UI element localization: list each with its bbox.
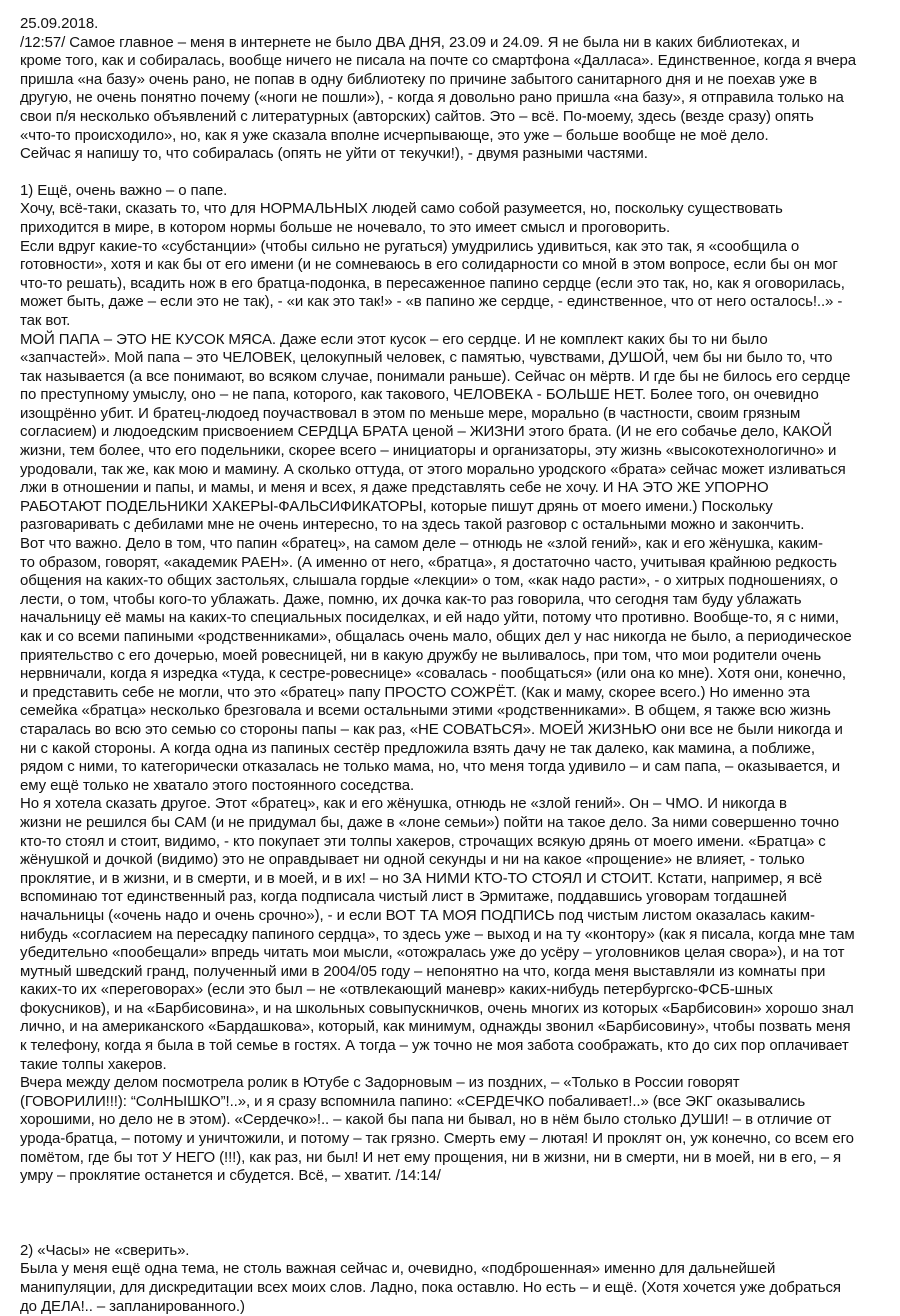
text-line: 1) Ещё, очень важно – о папе.	[20, 181, 228, 199]
text-line: Была у меня ещё одна тема, не столь важная сейчас и, очевидно, «подброшенная» именно для дальнейшей	[20, 1260, 776, 1278]
text-line: фокусников), и на «Барбисовина», и на школьных совыпускничков, очень многих из которых «Барбисовин» хорошо знал	[20, 999, 854, 1017]
text-line: Вчера между делом посмотрела ролик в Ютубе с Задорновым – из поздних, – «Только в России говорят	[20, 1074, 740, 1092]
text-line: жизни, тем более, что его подельники, скорее всего – инициаторы и организаторы, эту жизнь «высокотехнологично» и	[20, 442, 837, 460]
text-line: что-то решать), всадить нож в его братца-подонка, в пересаженное папино сердце (если это так, но, как я оговорилась,	[20, 274, 845, 292]
text-line: РАБОТАЮТ ПОДЕЛЬНИКИ ХАКЕРЫ-ФАЛЬСИФИКАТОРЫ, которые пишут дрянь от моего имени.) Поскольку	[20, 497, 773, 515]
text-line: рядом с ними, то категорически отказалась не только мама, но, что меня тогда удивило – и сам папа, – оказывается, и	[20, 758, 841, 776]
text-line: приходится в мире, в котором нормы больше не ночевало, то это имеет смысл и проговорить.	[20, 218, 671, 236]
text-line: ему ещё только не хватало этого постоянного соседства.	[20, 776, 415, 794]
part-1-section	[20, 182, 880, 1186]
text-line: Хочу, всё-таки, сказать то, что для НОРМАЛЬНЫХ людей само собой разумеется, но, поскольку существовать	[20, 200, 783, 218]
text-line: урода-братца, – потому и уничтожили, и потому – так грязно. Смерть ему – лютая! И проклят он, уж конечно, со всем его	[20, 1130, 854, 1148]
text-line: вспоминаю тот единственный раз, когда подписала чистый лист в Эрмитаже, поддавшись уговорам тогдашней	[20, 888, 787, 906]
text-line: начальницу её мамы на каких-то специальных посиделках, и ей надо уйти, потому что противно. Вообще-то, я с ними,	[20, 609, 839, 627]
text-line: старалась во всю это семью со стороны папы – как раз, «НЕ СОВАТЬСЯ». МОЕЙ ЖИЗНЬЮ они все не были никогда и	[20, 720, 843, 738]
text-line: свои п/я несколько объявлений с литературных (авторских) сайтов. Это – всё. По-моему, здесь (везде сразу) опять	[20, 107, 814, 125]
text-line: готовности», хотя и как бы от его имени (и не сомневаюсь в его солидарности со мной в этом вопросе, если бы он мог	[20, 256, 838, 274]
text-line: нибудь «согласием на пересадку папиного сердца», то здесь уже – выход и на ту «контору» (как я писала, когда мне там	[20, 925, 855, 943]
text-line: к телефону, когда я была в той семье в гостях. А тогда – уж точно не моя забота соображать, кто до сих пор оплачивает	[20, 1037, 849, 1055]
text-line: мутный шведский гранд, полученный ими в 2004/05 году – непонятно на что, когда меня выставляли из комнаты при	[20, 962, 826, 980]
text-line: может быть, даже – если это не так), - «и как это так!» - «в папино же сердце, - единственное, что от него осталось!..» -	[20, 293, 843, 311]
part-2-section	[20, 1242, 880, 1316]
text-line: изощрённо убит. И братец-людоед поучаствовал в этом по меньше мере, морально (в частности, своим грязным	[20, 404, 801, 422]
text-line: другую, не очень понятно почему («ноги не пошли»), - когда я довольно рано пришла «на базу», я отправила только на	[20, 89, 844, 107]
text-line: убедительно «пообещали» впредь читать мои мысли, «отожралась уже до усёру – уголовников целая свора»), и на тот	[20, 944, 845, 962]
text-line: по преступному умыслу, оно – не папа, которого, как такового, ЧЕЛОВЕКА - БОЛЬШЕ НЕТ. Более того, он очевидно	[20, 386, 819, 404]
text-line: так называется (а все понимают, во всяком случае, понимали раньше). Сейчас он мёртв. И где бы не билось его сердце	[20, 367, 851, 385]
text-line: разговаривать с дебилами мне не очень интересно, то на здесь такой разговор с остальными можно и закончить.	[20, 516, 805, 534]
text-line: кто-то стоял и стоит, видимо, - кто покупает эти толпы хакеров, строчащих всякую дрянь от моего имени. «Братца» с	[20, 832, 826, 850]
text-line: ни с какой стороны. А когда одна из папиных сестёр предложила взять дачу не так далеко, как мамина, а поближе,	[20, 739, 815, 757]
text-line: манипуляции, для дискредитации всех моих слов. Ладно, пока оставлю. Но есть – и ещё. (Хотя хочется уже добраться	[20, 1279, 841, 1296]
text-line: лести, о том, чтобы кого-то ублажать. Даже, помню, их дочка как-то раз говорила, что сегодня там буду ублажать	[20, 590, 802, 608]
text-line: такие толпы хакеров.	[20, 1055, 167, 1073]
text-line: проклятие, и в жизни, и в смерти, и в моей, и в их! – но ЗА НИМИ КТО-ТО СТОЯЛ И СТОИТ. Кстати, например, я всё	[20, 869, 823, 887]
text-line: так вот.	[20, 311, 71, 329]
text-line: Если вдруг какие-то «субстанции» (чтобы сильно не ругаться) умудрились удивиться, как это так, я «сообщила о	[20, 237, 800, 255]
text-line: пришла «на базу» очень рано, не попав в одну библиотеку по причине забытого санитарного дня и не поехав уже в	[20, 70, 818, 88]
text-line: кроме того, как и собиралась, вообще ничего не писала на почте со смартфона «Далласа». Единственное, когда я вчера	[20, 52, 857, 70]
section-gap	[20, 164, 880, 182]
text-line: жёнушкой и дочкой (видимо) это не оправдывает ни одной секунды и ни на какое «прощение» не влияет, - только	[20, 851, 805, 869]
section-gap	[20, 1186, 880, 1242]
text-line: «запчастей». Мой папа – это ЧЕЛОВЕК, целокупный человек, с памятью, чувствами, ДУШОЙ, чем бы ни было то, что	[20, 349, 833, 367]
text-line: начальницы («очень надо и очень срочно»), - и если ВОТ ТА МОЯ ПОДПИСЬ под чистым листом оказалась каким-	[20, 906, 815, 924]
text-line: как и со всеми папиными «родственниками», общалась очень мало, общих дел у нас никогда не было, а периодическое	[20, 628, 852, 645]
text-line: /12:57/ Самое главное – меня в интернете не было ДВА ДНЯ, 23.09 и 24.09. Я не была ни в каких библиотеках, и	[20, 33, 800, 51]
text-line: Но я хотела сказать другое. Этот «братец», как и его жёнушка, отнюдь не «злой гений». Он – ЧМО. И никогда в	[20, 795, 787, 813]
text-line: лжи в отношении и папы, и мамы, и меня и всех, я даже представлять себе не хочу. И НА ЭТО ЖЕ УПОРНО	[20, 479, 769, 497]
text-line: МОЙ ПАПА – ЭТО НЕ КУСОК МЯСА. Даже если этот кусок – его сердце. И не комплект каких бы то ни было	[20, 330, 768, 348]
text-line: нервничали, когда я изредка «туда, к сестре-ровеснице» «совалась - пообщаться» (или она ко мне). Хотя они, конечно,	[20, 665, 846, 683]
text-line: Сейчас я напишу то, что собиралась (опять не уйти от текучки!), - двумя разными частями.	[20, 145, 648, 163]
text-line: приятельство с его дочерью, моей ровесницей, ни в какую дружбу не выливалось, при том, что мои родители очень	[20, 646, 822, 664]
text-line: уродовали, так же, как мою и мамину. А сколько оттуда, от этого морально уродского «брата» сейчас может изливаться	[20, 460, 846, 478]
text-line: 2) «Часы» не «сверить».	[20, 1241, 190, 1259]
text-line: до ДЕЛА!.. – запланированного.)	[20, 1297, 245, 1315]
text-line: «что-то происходило», но, как я уже сказала вполне исчерпывающе, это уже – больше вообще не моё дело.	[20, 126, 769, 144]
text-line: общения на каких-то общих застольях, слышала гордые «лекции» о том, «как надо расти», - о хитрых подношениях, о	[20, 572, 838, 590]
text-line: Вот что важно. Дело в том, что папин «братец», на самом деле – отнюдь не «злой гений», как и его жёнушка, каким-	[20, 535, 823, 553]
text-line: и представить себе не могли, что это «братец» папу ПРОСТО СОЖРЁТ. (Как и маму, скорее всего.) Но именно эта	[20, 683, 810, 701]
text-line: согласием) и людоедским присвоением СЕРДЦА БРАТА ценой – ЖИЗНИ этого брата. (И не его собачье дело, КАКОЙ	[20, 423, 832, 441]
text-line: (ГОВОРИЛИ!!!): “СолНЫШКО”!..», и я сразу вспомнила папино: «СЕРДЕЧКО побаливает!..» (все ЭКГ оказывались	[20, 1092, 806, 1110]
text-line: каких-то их «переговорах» (если это был – не «отвлекающий маневр» каких-нибудь петербургско-ФСБ-шных	[20, 981, 773, 999]
text-line: лично, и на американского «Бардашкова», который, как минимум, однажды звонил «Барбисовину», чтобы позвать меня	[20, 1018, 851, 1036]
intro-section	[20, 34, 880, 164]
text-line: умру – проклятие останется и сбудется. Всё, – хватит. /14:14/	[20, 1167, 441, 1185]
text-line: жизни не решился бы САМ (и не придумал бы, даже в «лоне семьи») пойти на такое дело. За ними совершенно точно	[20, 813, 840, 831]
text-line: хорошими, но дело не в этом). «Сердечко»!.. – какой бы папа ни бывал, но в нём было столько ДУШИ! – в отличие от	[20, 1111, 832, 1129]
document-date: 25.09.2018.	[20, 15, 99, 32]
text-line: то образом, говорят, «академик РАЕН». (А именно от него, «братца», я достаточно часто, учитывая крайнюю редкость	[20, 553, 837, 571]
text-line: помётом, где бы тот У НЕГО (!!!), как раз, ни был! И нет ему прощения, ни в жизни, ни в смерти, ни в моей, ни в его, – я	[20, 1148, 842, 1166]
text-line: семейка «братца» несколько брезговала и всеми остальными этими «родственниками». В общем, я также всю жизнь	[20, 702, 831, 720]
